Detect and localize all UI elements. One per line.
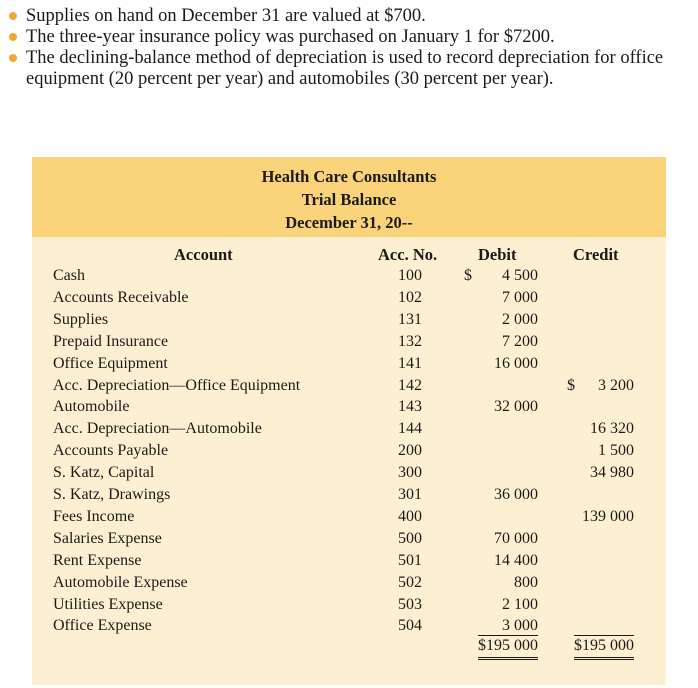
debit-amount: 36 000 — [494, 486, 538, 503]
account-number: 400 — [398, 507, 422, 525]
debit-amount: 2 000 — [502, 310, 538, 328]
account-number: 200 — [398, 442, 422, 460]
total-credit: $195 000 — [560, 635, 634, 660]
account-number: 301 — [398, 486, 422, 503]
total-debit: $195 000 — [464, 635, 538, 660]
account-number: 144 — [398, 420, 422, 438]
account-number: 500 — [398, 529, 422, 547]
table-row — [32, 331, 666, 353]
debit-amount: 14 400 — [494, 551, 538, 569]
table-row — [32, 506, 666, 528]
account-number: 100 — [398, 267, 422, 284]
account-number: 132 — [398, 332, 422, 350]
account-name: Acc. Depreciation—Automobile — [53, 420, 262, 438]
credit-amount — [560, 331, 634, 353]
acc-no-column-header: Acc. No. — [378, 245, 438, 264]
account-number: 503 — [398, 595, 422, 613]
credit-amount — [560, 265, 634, 287]
totals-row — [32, 635, 666, 657]
company-name: Health Care Consultants — [261, 167, 437, 186]
table-row — [32, 375, 666, 397]
account-number: 142 — [398, 376, 422, 394]
credit-amount — [560, 484, 634, 506]
note-item — [8, 27, 688, 48]
statement-title: Trial Balance — [301, 190, 397, 209]
account-name: Acc. Depreciation—Office Equipment — [53, 376, 301, 394]
credit-amount — [560, 353, 634, 375]
debit-amount — [464, 375, 538, 397]
note-item — [8, 6, 688, 27]
debit-amount: 2 100 — [502, 595, 538, 613]
debit-amount: 7 000 — [502, 288, 538, 306]
credit-amount — [560, 528, 634, 550]
account-name: S. Katz, Capital — [53, 464, 155, 482]
account-number: 501 — [398, 551, 422, 569]
note-text: The declining-balance method of depreciation is used to record depreciation for office equipment (20 percent per year) and automobiles (30 percent per year). — [26, 48, 664, 89]
credit-amount — [560, 550, 634, 572]
account-name: Prepaid Insurance — [53, 332, 169, 350]
table-row — [32, 265, 666, 287]
table-row — [32, 353, 666, 375]
account-name: Automobile Expense — [53, 573, 188, 591]
account-number: 141 — [398, 354, 422, 372]
debit-amount: 32 000 — [494, 398, 538, 416]
currency-symbol: $ — [464, 267, 472, 284]
account-name: Automobile — [53, 398, 130, 416]
note-text: The three-year insurance policy was purchased on January 1 for $7200. — [26, 27, 555, 47]
table-row — [32, 440, 666, 462]
table-row — [32, 550, 666, 572]
bullet-dot-icon — [9, 12, 17, 20]
debit-column-header: Debit — [478, 245, 517, 264]
debit-amount: 16 000 — [494, 354, 538, 372]
account-name: Accounts Receivable — [53, 288, 189, 306]
table-row — [32, 594, 666, 616]
account-name: Supplies — [53, 310, 109, 328]
debit-amount: $ 4 500 — [464, 265, 538, 287]
bullet-dot-icon — [9, 33, 17, 41]
account-number: 102 — [398, 288, 422, 306]
debit-amount — [464, 462, 538, 484]
account-name: S. Katz, Drawings — [53, 486, 171, 503]
debit-amount: 3 000 — [502, 617, 538, 635]
debit-amount — [464, 440, 538, 462]
credit-column-header: Credit — [573, 245, 619, 264]
table-row — [32, 287, 666, 309]
account-number: 502 — [398, 573, 422, 591]
table-row — [32, 396, 666, 418]
credit-amount — [560, 287, 634, 309]
table-row — [32, 462, 666, 484]
currency-symbol: $ — [567, 376, 575, 394]
statement-date: December 31, 20-- — [285, 213, 413, 232]
credit-amount: 34 980 — [590, 464, 634, 482]
credit-amount: 139 000 — [582, 507, 634, 525]
trial-balance-header — [32, 157, 666, 237]
note-text: Supplies on hand on December 31 are valued at $700. — [26, 6, 426, 26]
credit-amount: 16 320 — [590, 420, 634, 438]
account-name: Utilities Expense — [53, 595, 163, 613]
account-name: Office Equipment — [53, 354, 168, 372]
table-row — [32, 418, 666, 440]
table-row — [32, 572, 666, 594]
debit-amount: 7 200 — [502, 332, 538, 350]
debit-amount — [464, 418, 538, 440]
credit-amount: 1 500 — [598, 442, 634, 460]
account-name: Salaries Expense — [53, 529, 162, 547]
account-number: 131 — [398, 310, 422, 328]
notes-list — [8, 6, 688, 90]
credit-amount — [560, 309, 634, 331]
account-name: Office Expense — [53, 617, 152, 635]
credit-amount — [560, 594, 634, 616]
table-row — [32, 484, 666, 506]
debit-amount — [464, 506, 538, 528]
account-number: 504 — [398, 617, 422, 635]
bullet-dot-icon — [9, 54, 17, 62]
account-name: Fees Income — [53, 507, 135, 525]
trial-balance-panel — [32, 157, 666, 685]
note-item — [8, 48, 688, 90]
credit-amount — [560, 396, 634, 418]
account-number: 143 — [398, 398, 422, 416]
account-name: Cash — [53, 267, 85, 284]
credit-amount — [560, 572, 634, 594]
debit-amount: 70 000 — [494, 529, 538, 547]
table-row — [32, 528, 666, 550]
table-row — [32, 309, 666, 331]
account-name: Rent Expense — [53, 551, 142, 569]
account-name: Accounts Payable — [53, 442, 169, 460]
debit-amount: 800 — [514, 573, 538, 591]
account-column-header: Account — [174, 245, 233, 264]
credit-amount: $ 3 200 — [560, 375, 634, 397]
account-number: 300 — [398, 464, 422, 482]
